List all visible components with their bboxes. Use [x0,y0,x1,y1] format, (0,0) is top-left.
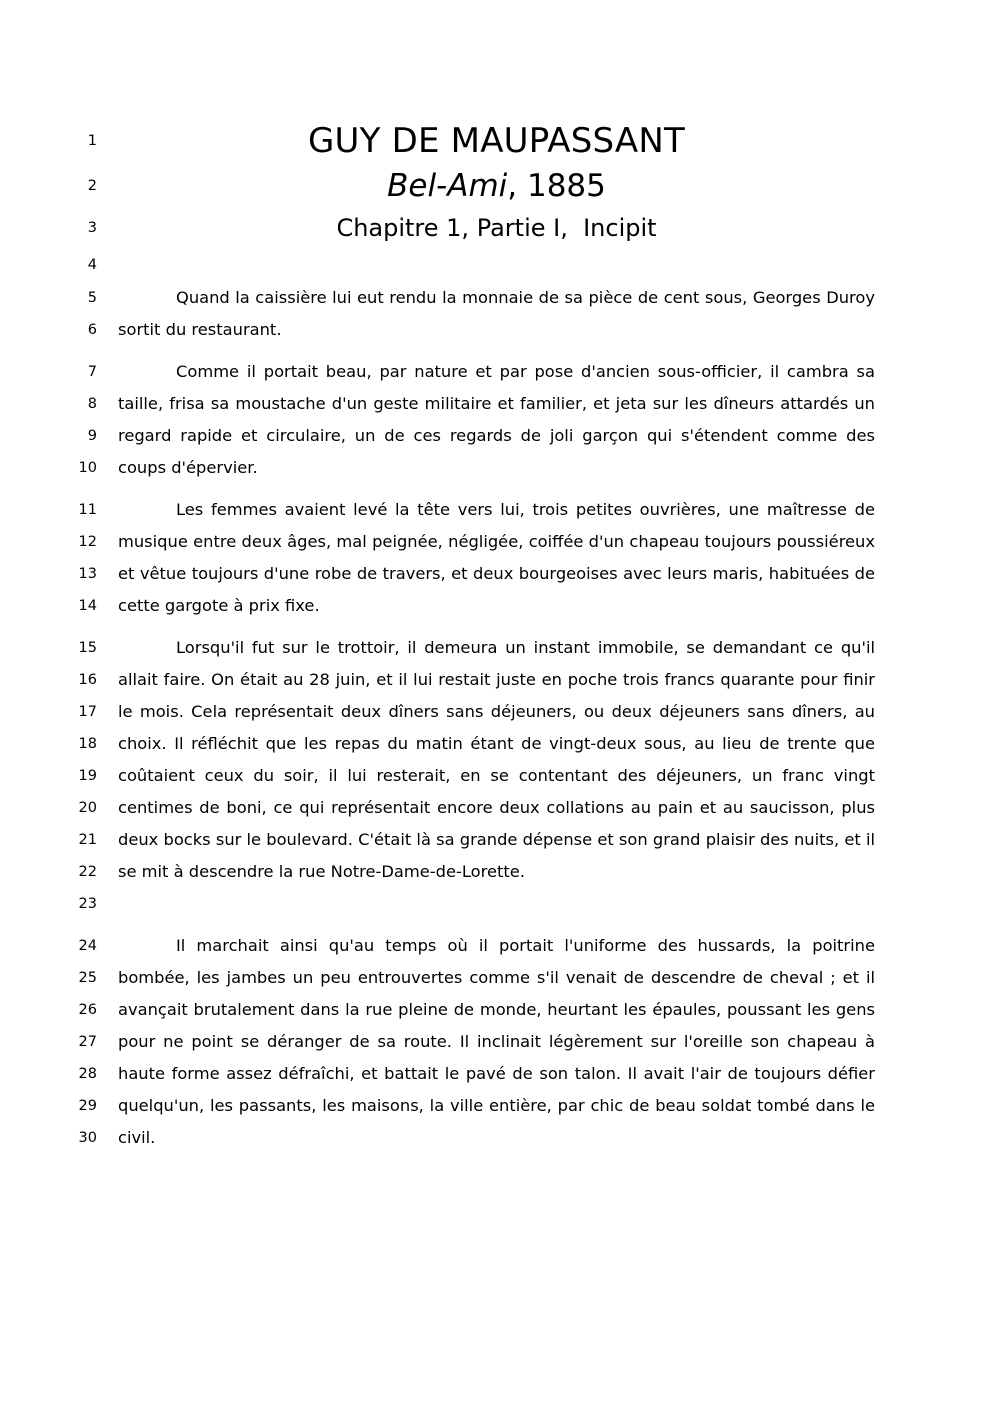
line-number-column-p3 [0,494,97,622]
paragraph-p2 [0,356,993,484]
heading-row-blank [0,248,993,282]
line-number-28: 28 [78,1066,97,1082]
line-number-2: 2 [87,178,97,194]
heading-row-subtitle [0,208,993,248]
paragraph-p3 [0,494,993,622]
line-number-8: 8 [87,396,97,412]
line-number-3: 3 [87,220,97,236]
paragraph-p4 [0,632,993,920]
line-number-20: 20 [78,800,97,816]
line-number-9: 9 [87,428,97,444]
paragraph-text-p1: Quand la caissière lui eut rendu la monnaie de sa pièce de cent sous, Georges Duroy sortit du restaurant. [118,288,875,339]
paragraph-text-p2: Comme il portait beau, par nature et par pose d'ancien sous-officier, il cambra sa taille, frisa sa moustache d'un geste militaire et familier, et jeta sur les dîneurs attardés un regard rapide et circulaire, un de ces regards de joli garçon qui s'étendent comme des coups d'épervier. [118,362,875,477]
line-number-12: 12 [78,534,97,550]
line-number-25: 25 [78,970,97,986]
line-number-27: 27 [78,1034,97,1050]
line-number-5: 5 [87,290,97,306]
line-number-19: 19 [78,768,97,784]
line-number-15: 15 [78,640,97,656]
paragraph-text-p4: Lorsqu'il fut sur le trottoir, il demeura un instant immobile, se demandant ce qu'il allait faire. On était au 28 juin, et il lui restait juste en poche trois francs quarante pour finir le mois. Cela représentait deux dîners sans déjeuners, ou deux déjeuners sans dîners, au choix. Il réfléchit que les repas du matin étant de vingt-deux sous, au lieu de trente que coûtaient ceux du soir, il lui resterait, en se contentant des déjeuners, un franc vingt centimes de boni, ce qui représentait encore deux collations au pain et au saucisson, plus deux bocks sur le boulevard. C'était là sa grande dépense et son grand plaisir des nuits, et il se mit à descendre la rue Notre-Dame-de-Lorette. [118,638,875,881]
line-number-26: 26 [78,1002,97,1018]
line-number-column-p2 [0,356,97,484]
line-number-16: 16 [78,672,97,688]
page-title-author: GUY DE MAUPASSANT [307,121,685,161]
line-number-23: 23 [78,896,97,912]
paragraph-p1 [0,282,993,346]
line-number-21: 21 [78,832,97,848]
paragraph-p5 [0,930,993,1154]
line-number-4: 4 [87,257,97,273]
work-title-year: , 1885 [507,168,606,204]
page-title-work [118,164,875,208]
line-number-1: 1 [87,133,97,149]
line-number-30: 30 [78,1130,97,1146]
line-number-column-p1 [0,282,97,346]
line-number-14: 14 [78,598,97,614]
line-number-10: 10 [78,460,97,476]
heading-row-author [0,118,993,164]
line-number-11: 11 [78,502,97,518]
line-number-13: 13 [78,566,97,582]
line-number-18: 18 [78,736,97,752]
line-number-17: 17 [78,704,97,720]
work-title-italic: Bel-Ami [387,168,508,204]
line-number-column-p4 [0,632,97,920]
line-number-29: 29 [78,1098,97,1114]
line-number-6: 6 [87,322,97,338]
page-subtitle: Chapitre 1, Partie I, Incipit [336,214,657,242]
paragraph-text-p5: Il marchait ainsi qu'au temps où il portait l'uniforme des hussards, la poitrine bombée, les jambes un peu entrouvertes comme s'il venait de descendre de cheval ; et il avançait brutalement dans la rue pleine de monde, heurtant les épaules, poussant les gens pour ne point se déranger de sa route. Il inclinait légèrement sur l'oreille son chapeau à haute forme assez défraîchi, et battait le pavé de son talon. Il avait l'air de toujours défier quelqu'un, les passants, les maisons, la ville entière, par chic de beau soldat tombé dans le civil. [118,936,875,1147]
heading-row-work [0,164,993,208]
paragraph-text-p3: Les femmes avaient levé la tête vers lui, trois petites ouvrières, une maîtresse de musique entre deux âges, mal peignée, négligée, coiffée d'un chapeau toujours poussiéreux et vêtue toujours d'une robe de travers, et deux bourgeoises avec leurs maris, habituées de cette gargote à prix fixe. [118,500,875,615]
line-number-24: 24 [78,938,97,954]
document-body [0,118,993,1164]
line-number-7: 7 [87,364,97,380]
blank-line-content [118,248,875,267]
line-number-22: 22 [78,864,97,880]
line-number-column-p5 [0,930,97,1154]
